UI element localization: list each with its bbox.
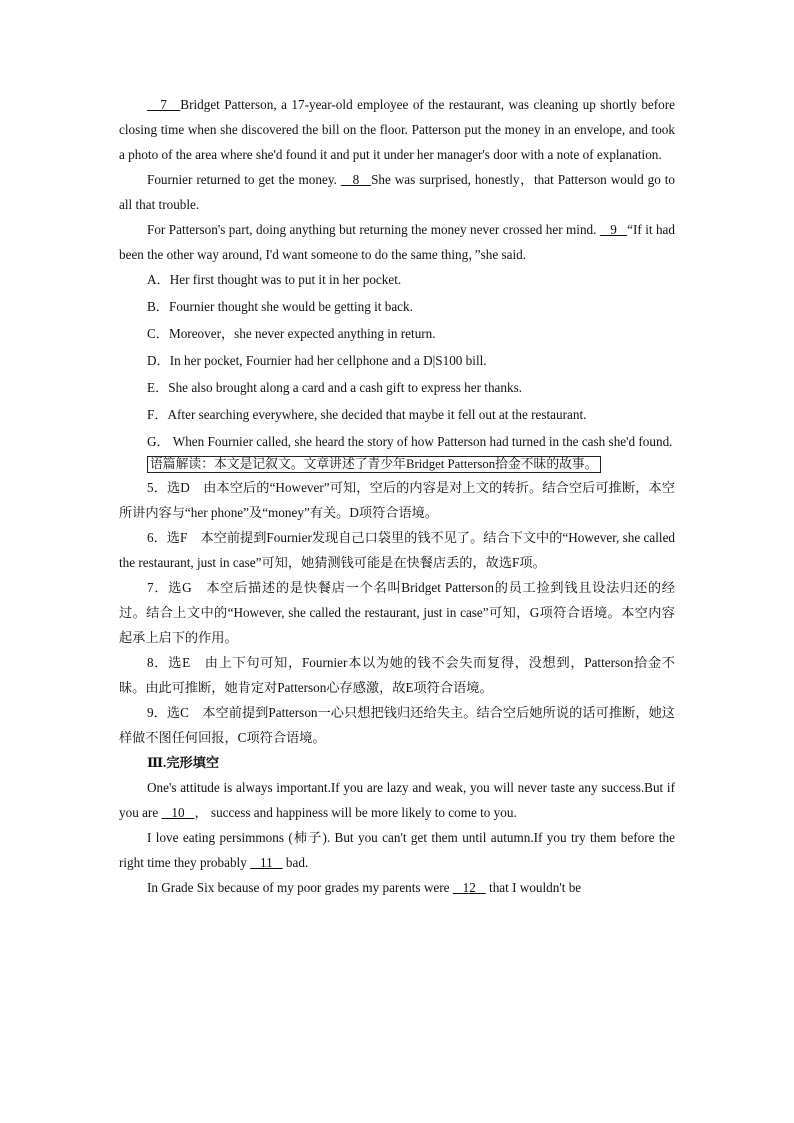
paragraph-7-text: Bridget Patterson, a 17-year-old employee of the restaurant, was cleaning up shortly before closing time when she discovered the bill on the floor. Patterson put the money in an envelope, and took a photo of the area where she'd found it and put it under her manager's door with a note of explanation. xyxy=(119,97,676,162)
option-c: C．Moreover，she never expected anything in return. xyxy=(147,326,436,341)
cloze-p3-after: that I wouldn't be xyxy=(485,880,582,895)
cloze-p2-text: I love eating persimmons (柿子). But you can't get them until autumn.If you try them before the right time they probably xyxy=(119,830,675,870)
cloze-paragraph-3 xyxy=(119,875,675,900)
option-b: B．Fournier thought she would be getting it back. xyxy=(147,299,413,314)
document-page xyxy=(119,92,675,900)
cloze-p1-text: One's attitude is always important.If you are lazy and weak, you will never taste any success.But if you are xyxy=(119,780,675,820)
option-g: G． When Fournier called, she heard the story of how Patterson had turned in the cash she'd found. xyxy=(147,434,673,449)
answer-7: 7．选G 本空后描述的是快餐店一个名叫Bridget Patterson的员工捡到钱且设法归还的经过。结合上文中的“However, she called the restaurant, just in case”可知，G项符合语境。本空内容起承上启下的作用。 xyxy=(119,580,675,645)
answer-6: 6．选F 本空前提到Fournier发现自己口袋里的钱不见了。结合下文中的“However, she called the restaurant, just in case”可知，她猜测钱可能是在快餐店丢的，故选F项。 xyxy=(119,530,676,570)
blank-7[interactable]: 7 xyxy=(147,97,181,112)
paragraph-8 xyxy=(119,167,675,217)
option-a: A．Her first thought was to put it in her pocket. xyxy=(147,272,402,287)
option-d: D．In her pocket, Fournier had her cellphone and a D|S100 bill. xyxy=(147,353,487,368)
blank-8[interactable]: 8 xyxy=(340,172,372,187)
paragraph-9-after: “If it had been the other way around, I'd want someone to do the same thing，”she said. xyxy=(119,222,676,262)
cloze-paragraph-2 xyxy=(119,825,675,875)
cloze-paragraph-1 xyxy=(119,775,675,825)
paragraph-9 xyxy=(119,217,675,267)
blank-9[interactable]: 9 xyxy=(599,222,628,237)
cloze-p3-text: In Grade Six because of my poor grades my parents were xyxy=(147,880,453,895)
paragraph-8-after: She was surprised, honestly，that Patterson would go to all that trouble. xyxy=(119,172,676,212)
answer-5: 5．选D 由本空后的“However”可知，空后的内容是对上文的转折。结合空后可推断，本空所讲内容与“her phone”及“money”有关。D项符合语境。 xyxy=(119,480,675,520)
answer-8: 8．选E 由上下句可知，Fournier本以为她的钱不会失而复得，没想到，Patterson拾金不昧。由此可推断，她肯定对Patterson心存感激，故E项符合语境。 xyxy=(119,655,675,695)
answer-9: 9．选C 本空前提到Patterson一心只想把钱归还给失主。结合空后她所说的话可推断，她这样做不图任何回报，C项符合语境。 xyxy=(119,705,675,745)
blank-11[interactable]: 11 xyxy=(250,855,283,870)
cloze-p2-after: bad. xyxy=(282,855,309,870)
blank-10[interactable]: 10 xyxy=(161,805,195,820)
option-f: F．After searching everywhere, she decided that maybe it fell out at the restaurant. xyxy=(147,407,587,422)
paragraph-9-before: For Patterson's part, doing anything but returning the money never crossed her mind. xyxy=(147,222,600,237)
paragraph-7 xyxy=(119,92,675,167)
section-title: Ⅲ.完形填空 xyxy=(147,755,220,770)
cloze-p1-after: ， success and happiness will be more likely to come to you. xyxy=(194,805,517,820)
summary-box: 语篇解读：本文是记叙文。文章讲述了青少年Bridget Patterson拾金不昧的故事。 xyxy=(147,456,601,473)
blank-12[interactable]: 12 xyxy=(452,880,486,895)
option-e: E．She also brought along a card and a cash gift to express her thanks. xyxy=(147,380,523,395)
paragraph-8-before: Fournier returned to get the money. xyxy=(147,172,341,187)
